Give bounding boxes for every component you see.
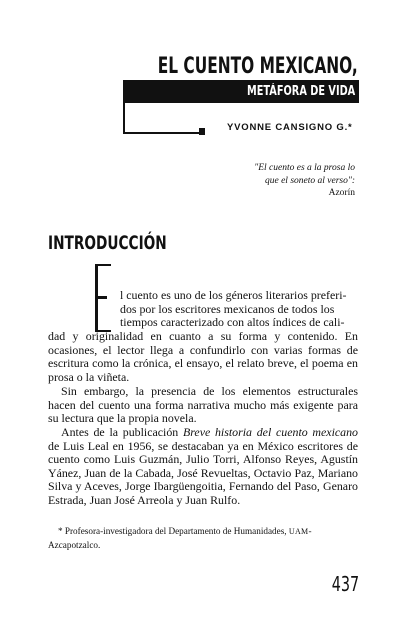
epigraph-line: "El cuento es a la prosa lo — [254, 163, 355, 173]
paragraph-line: l cuento es uno de los géneros literarios preferi- — [120, 288, 347, 302]
page-number: 437 — [331, 572, 359, 596]
epigraph-line: que el soneto al verso": — [265, 175, 355, 186]
book-title: Breve historia del cuento mexicano — [182, 425, 358, 439]
decorative-rule-square — [199, 128, 205, 135]
epigraph-attribution: Azorín — [328, 188, 355, 198]
footnote-text: * Profesora-investigadora del Departamento de Humanidades, — [58, 526, 289, 536]
article-title: EL CUENTO MEXICANO, — [157, 54, 358, 79]
paragraph-text: Sin embargo, la presencia de los elementos estructurales hacen del cuento una forma narrativa mucho más exigente para su lectura que la propia novela. — [48, 384, 358, 426]
paragraph-2 — [48, 385, 358, 426]
footnote-text-end: -Azcapotzalco. — [48, 526, 312, 550]
paragraph-intro — [120, 289, 358, 330]
paragraph-text-start: Antes de la publicación — [61, 425, 183, 439]
epigraph — [155, 162, 355, 200]
paragraph-text: dad y originalidad en cuanto a su forma y contenido. En ocasiones, el lector llega a confundirlo con varias formas de escritura como la crónica, el ensayo, el relato breve, el poema en prosa o la viñeta. — [48, 329, 358, 384]
paragraph-line: dos por los escritores mexicanos de todos los — [120, 301, 335, 316]
section-heading: INTRODUCCIÓN — [48, 232, 167, 254]
paragraph-text — [48, 426, 358, 508]
drop-cap-bar — [98, 296, 107, 299]
footnote — [48, 525, 358, 551]
article-subtitle: METÁFORA DE VIDA — [246, 84, 355, 99]
footnote-institution: UAM — [288, 527, 309, 536]
decorative-rule-horizontal — [123, 132, 200, 134]
paragraph-text-end: de Luis Leal en 1956, se destacaban ya en México escritores de cuento como Luis Guzmán, Julio Torri, Alfonso Reyes, Agustín Yánez, Juan de la Cabada, José Revueltas, Octavio Paz, Mariano Silva y Aceves, Jorge Ibargüengoitia, Fernando del Paso, Genaro Estrada, Juan José Arreola y Juan Rulfo. — [48, 438, 358, 507]
paragraph-line: tiempos caracterizado con altos índices de cali- — [120, 315, 345, 330]
paragraph-1 — [48, 330, 358, 384]
author-name: YVONNE CANSIGNO G.* — [227, 122, 353, 133]
paragraph-3 — [48, 426, 358, 508]
decorative-rule-vertical — [123, 80, 125, 134]
